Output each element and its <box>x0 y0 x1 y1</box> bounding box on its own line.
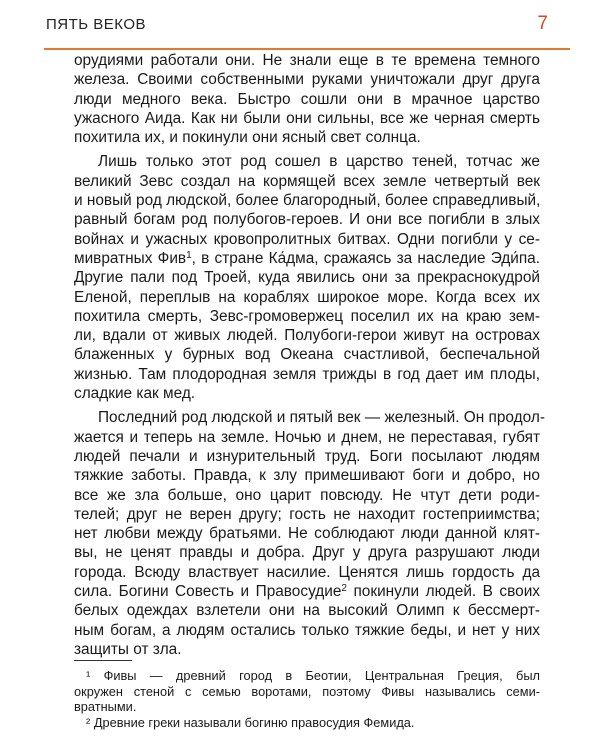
text-line: Последний род людской и пятый век — железный. Он продол- <box>98 409 545 427</box>
text-line: Другие пали под Троей, куда явились они за прекраснокудрой <box>74 269 540 287</box>
text-line: сладкие как мед. <box>74 385 196 403</box>
text-line: ужасного Аида. Как ни были они сильны, все же черная смерть <box>74 109 540 127</box>
text-line: орудиями работали они. Не знали еще в те времена темного <box>74 52 540 69</box>
text-line: похитила смерть, Зевс-громовержец поселил их на краю зем- <box>74 307 540 325</box>
text-line <box>74 249 540 268</box>
text-line: нет любви между братьями. Не соблюдают люди данной клят- <box>74 525 540 543</box>
footnote-line: ² Древние греки называли богиню правосудия Фемида. <box>86 714 415 730</box>
text-line: города. Всюду властвует насилие. Ценятся лишь гордость да <box>74 563 540 581</box>
text-run: , в стране Ка́дма, сражаясь за наследие Эди́па. <box>191 249 540 267</box>
running-title: ПЯТЬ ВЕКОВ <box>46 16 147 33</box>
paragraph-2 <box>74 152 540 403</box>
text-line: похитила их, и покинули они ясный свет солнца. <box>74 129 421 147</box>
page-header <box>44 10 560 38</box>
text-line: вы, не ценят правды и добра. Друг у друга разрушают люди <box>74 544 540 562</box>
paragraph-1 <box>74 51 540 147</box>
text-line: тяжкие заботы. Правда, к злу примешивают боги и добро, но <box>74 467 540 485</box>
text-line: блаженных у бурных вод Океана счастливой, беспечальной <box>74 346 540 364</box>
text-line: жизнью. Там плодородная земля трижды в год дает им плоды, <box>74 365 540 383</box>
text-line: ным богам, а людям остались только тяжкие беды, и нет у них <box>74 621 540 639</box>
paragraph-3 <box>74 408 545 659</box>
footnote-line: окружен стеной с семью воротами, поэтому Фивы назывались семи- <box>74 683 540 699</box>
footnotes <box>74 668 540 730</box>
footnote-1 <box>74 668 540 715</box>
text-run: мивратных Фив <box>74 249 187 267</box>
text-run: сила. Богини Совесть и Правосудие <box>74 583 342 601</box>
text-line: белых одеждах взлетели они на высокий Олимп к бессмерт- <box>74 602 540 620</box>
footnote-separator <box>74 660 132 661</box>
header-rule <box>44 48 570 50</box>
text-line: войнах и ужасных кровопролитных битвах. Одни погибли у се- <box>74 230 540 248</box>
text-line: Еленой, переплыв на кораблях широкое море. Когда всех их <box>74 288 540 306</box>
text-line: железа. Своими собственными руками уничтожали друг друга <box>74 71 540 89</box>
text-line <box>74 582 540 601</box>
text-line: и новый род людской, более благородный, более справедливый, <box>74 192 541 210</box>
footnote-ref-2: 2 <box>341 583 347 595</box>
text-line: жается и теперь на земле. Ночью и днем, не переставая, губят <box>74 428 540 446</box>
text-line: ли, вдали от живых людей. Полубоги-герои живут на островах <box>74 327 540 345</box>
text-line: великий Зевс создал на кормящей всех земле четвертый век <box>74 172 540 190</box>
text-line: защиты от зла. <box>74 640 182 658</box>
footnote-2 <box>74 715 540 731</box>
text-line: телей; друг не верен другу; гость не находит гостеприимства; <box>74 505 540 523</box>
footnote-line: ¹ Фивы — древний город в Беотии, Центральная Греция, был <box>86 668 540 683</box>
text-run: покинули людей. В своих <box>346 583 540 601</box>
text-line: все же зла больше, оно царит повсюду. Не чтут дети роди- <box>74 486 540 504</box>
page-number: 7 <box>537 13 548 34</box>
footnote-ref-1: 1 <box>186 249 192 261</box>
text-line: Лишь только этот род сошел в царство теней, тотчас же <box>98 153 540 171</box>
text-line: людей печали и изнурительный труд. Боги посылают людям <box>74 447 540 465</box>
text-line: равный богам род полубогов-героев. И они все погибли в злых <box>74 211 540 229</box>
main-text <box>74 51 545 659</box>
text-line: люди медного века. Быстро сошли они в мрачное царство <box>74 90 540 108</box>
footnote-line: вратными. <box>74 699 137 714</box>
